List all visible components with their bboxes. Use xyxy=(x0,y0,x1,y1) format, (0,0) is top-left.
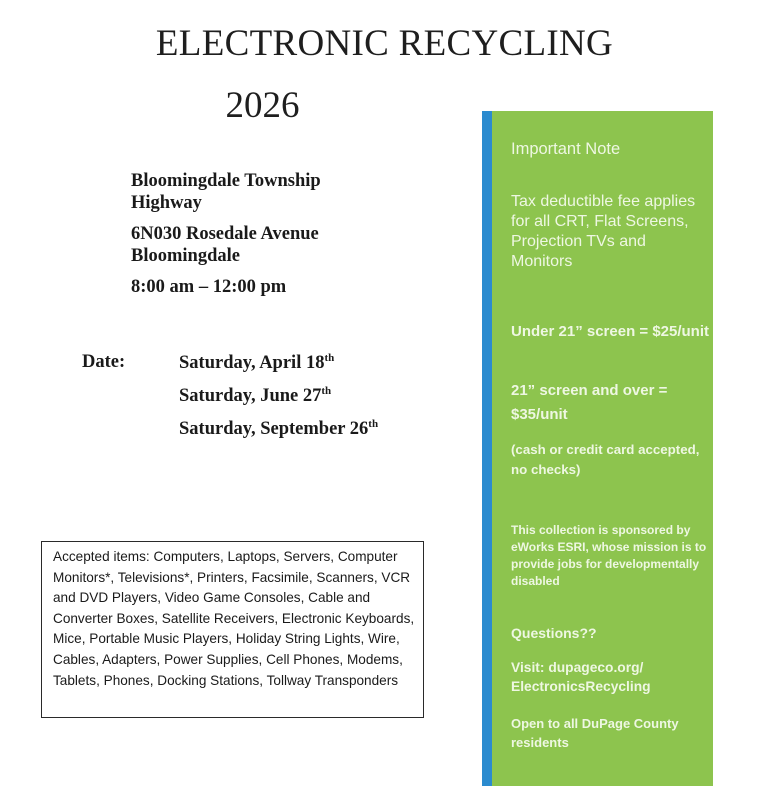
location-name-line2: Highway xyxy=(131,193,202,213)
page-year: 2026 xyxy=(225,85,300,126)
date-text: Saturday, June 27 xyxy=(179,386,322,406)
date-text: Saturday, April 18 xyxy=(179,353,325,373)
date-label: Date: xyxy=(82,352,126,372)
sponsor-note: This collection is sponsored by eWorks ESRI, whose mission is to provide jobs for developmentally disabled xyxy=(511,523,707,588)
visit-website-text: Visit: dupageco.org/ ElectronicsRecycling xyxy=(511,660,651,694)
panel-accent-stripe xyxy=(482,111,492,786)
date-ordinal: th xyxy=(321,385,332,397)
date-ordinal: th xyxy=(324,352,335,364)
panel-heading: Important Note xyxy=(511,140,621,158)
fee-description: Tax deductible fee applies for all CRT, Flat Screens, Projection TVs and Monitors xyxy=(511,193,696,270)
price-under-21: Under 21” screen = $25/unit xyxy=(511,323,710,340)
date-list xyxy=(179,352,439,451)
price-21-and-over: 21” screen and over = $35/unit xyxy=(511,382,668,423)
date-item xyxy=(179,418,439,451)
date-text: Saturday, September 26 xyxy=(179,419,369,439)
date-item xyxy=(179,385,439,418)
payment-note: (cash or credit card accepted, no checks) xyxy=(511,442,700,477)
event-hours: 8:00 am – 12:00 pm xyxy=(131,277,287,297)
eligibility-note: Open to all DuPage County residents xyxy=(511,716,679,750)
page-title: ELECTRONIC RECYCLING xyxy=(155,23,614,64)
location-block xyxy=(131,170,321,298)
important-note-panel xyxy=(482,111,713,786)
accepted-items-box: Accepted items: Computers, Laptops, Servers, Computer Monitors*, Televisions*, Printers, Facsimile, Scanners, VCR and DVD Players, Video Game Consoles, Cable and Converter Boxes, Satellite Receivers, Electronic Keyboards, Mice, Portable Music Players, Holiday String Lights, Wire, Cables, Adapters, Power Supplies, Cell Phones, Modems, Tablets, Phones, Docking Stations, Tollway Transponders xyxy=(41,541,424,718)
location-name-line1: Bloomingdale Township xyxy=(131,171,321,191)
location-street: 6N030 Rosedale Avenue xyxy=(131,224,319,244)
questions-heading: Questions?? xyxy=(511,625,597,641)
date-item xyxy=(179,352,439,385)
location-city: Bloomingdale xyxy=(131,246,240,266)
date-ordinal: th xyxy=(368,418,379,430)
